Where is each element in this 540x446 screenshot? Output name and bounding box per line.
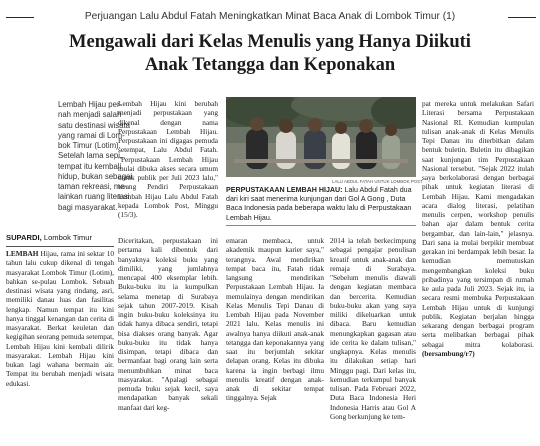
column-text: 2014 ia telah berkecimpung sebagai pengajar penulisan kreatif untuk anak-anak dan remaja di Surabaya. "Sebelum menulis diawali dengan kegiatan membaca dan bercerita. Kemudian buku-buku akan yang saya miliki dikeluarkan untuk dibaca. Baru kemudian menungkapkan gagasan atau ide cerita ke dalam tulisan," ungkapnya. Kelas menulis itu dilakukan setiap hari Minggu pagi. Dari kelas itu, kemudian terkumpul banyak tulisan. Pada Februari 2022, Duta Baca Indonesia Heri Indonesia Harris atau Gol A Gong berkunjung ke tem- [330,236,416,421]
article-photo [226,97,416,177]
intro-line: tempat itu kembali [58,161,122,171]
caption-divider [226,225,416,226]
byline [6,233,114,243]
intro-line: Lembah Hijau per- [58,100,123,109]
byline-divider [6,246,114,247]
lead-paragraph [6,249,114,388]
headline-line-1: Mengawali dari Kelas Menulis yang Hanya Diikuti [69,32,471,52]
photo-illustration [226,97,416,177]
dateline: LEMBAH [6,249,39,258]
intro-line: nah menjadi salah [58,110,122,120]
intro-blurb [58,100,133,213]
intro-line: taman rekreasi, me- [58,182,128,191]
column-text: Lembah Hijau kini berubah menjadi perpustakaan yang dikenal dengan nama Perpustakaan Lembah Hijau. Perpustakaan ini digagas pemuda setempat, Lalu Abdul Fatah. "Perpustakaan Lembah Hijau mulai dibuka akses secara umum untuk publik per Juli 2023 lalu," terang Pendiri Perpustakaan Lembah Hijau Lalu Abdul Fatah kepada Lombok Post, Minggu (15/3). [118,99,218,219]
series-kicker [0,10,540,24]
continuation-note: (bersambung/r7) [422,348,475,358]
byline-place: Lombok Timur [43,233,92,242]
intro-line: satu destinasi wisata [58,120,130,130]
lead-text: Hijau, rama ini sektar 10 tahun lalu cukup dikenal di tengah masyarakat Lombok Timur (Lotim), bahkan se-pulau Lombok. Sebuah destinasi wisata yang rindang, asri, memiliki danau luas dan fasilitas lengkap. Namun tempat itu kini hanya tinggal kenangan dan cerita di masyarakat. Berkat keuletan dan kegigihan seorang pemuda setempat, Lembah Hijau kini kembali dilirik masyarakat. Lembah Hijau kini bukan lagi wahana bermain air. Tempat itu berubah menjadi wisata edukasi. [6,249,114,388]
intro-line: bok Timur (Lotim). [58,141,121,150]
intro-line: bagi masyarakat. [58,202,118,212]
article-column-3 [226,236,324,403]
photo-caption [226,186,416,223]
article-headline [0,31,540,77]
article-column-5 [422,99,534,358]
byline-author: SUPARDI, [6,233,42,242]
intro-line: Setelah lama sepi, [58,151,123,161]
article-column-2-bottom [118,236,218,412]
kicker-text: Perjuangan Lalu Abdul Fatah Meningkatkan Minat Baca Anak di Lombok Timur (1) [84,11,456,22]
photo-credit: LALU ABDUL FATAH UNTUK LOMBOK POST [332,179,423,184]
column-text: Diceritakan, perpustakaan ini pertama kali dibentuk dari banyaknya koleksi buku yang dimiliki, yang jumlahnya mencapai 400 eksemplar lebih. Buku-buku itu ia kumpulkan selama menetap di Surabaya sejak tahun 2007-2019. Kisah ingin buku-buku koleksinya itu tidak hanya dibaca sendiri, tetapi bisa diakses orang banyak. Agar buku-buku itu tidak hanya disimpan, tetapi dibaca dan bermanfaat bagi orang lain serta menumbuhkan minat baca masyarakat. "Apalagi sebagai pemuda buku sejak kecil, saya mendapatkan banyak sekali manfaat dari keg- [118,236,218,412]
caption-label: PERPUSTAKAAN LEMBAH HIJAU: [226,186,343,194]
article-column-4 [330,236,416,421]
column-body: pat mereka untuk melakukan Safari Literasi bersama Perpustakaan Nasional RI. Kemudian kumpulan tulisan anak-anak di Kelas Menulis Tepi Danau itu diterbitkan dalam bentuk buletin. Buletin itu dibagikan saat kunjungan tim Perpustakaan Nasional tersebut. "Sejak 2022 itulah saya berkolaborasi dengan berbagai pihak untuk kegiatan literasi di Lembah Hijau. Kami mengadakan acara dialog literasi, pelatihan menulis cerpen, workshop penulis bahan ajar dalam bentuk cerita bergambar, dan lain-lain," jelasnya. Dari sana ia mulai berpikir membuat gerakan ini berdampak lebih besar. Ia kemudian memutuskan mengembangkan koleksi buku pribadinya yang tersimpan di rumah ke aula pada Juli 2023. Sejak itu, ia secara resmi membuka Perpustakaan Lembah Hijau untuk di kunjungi publik. Kegiatan berjalan hingga sekarang dengan berbagai program serta melibatkan berbagai pihak sebagai mitra kolaborasi. [422,99,534,349]
headline-line-2: Anak Tetangga dan Keponakan [144,55,396,75]
article-column-2-top [118,99,218,219]
column-text [422,99,534,358]
intro-line: yang ramai di Lom- [58,130,125,140]
intro-line: hidup, bukan sebagai [58,171,133,181]
caption-text: Lalu Abdul Fatah dua dari kiri saat menerima kunjungan dari Gol A Gong , Duta Baca Indonesia pada beberapa waktu lalu di Perpustakaan Lembah Hijau. [226,186,412,222]
intro-line: lainkan ruang literasi [58,192,130,202]
kicker-rule-right [508,17,536,18]
article-column-1 [6,249,114,388]
column-text: emaran membaca, untuk akademik maupun karier saya," terangnya. Awal mendirikan tempat baca itu, Fatah tidak langsung mendirikan Perpustakaan Lembah Hijau. Ia memulainya dengan mendirikan Kelas Menulis Tepi Danau di Lembah Hijau pada November 2021 lalu. Kelas menulis ini awalnya hanya diikuti anak-anak tetangga dan keponakannya yang saat itu berjumlah sekitar delapan orang. Kelas itu dibuka karena ia ingin berbagi ilmu menulis kreatif dengan anak-anak di sekitar tempat tinggalnya. Sejak [226,236,324,403]
